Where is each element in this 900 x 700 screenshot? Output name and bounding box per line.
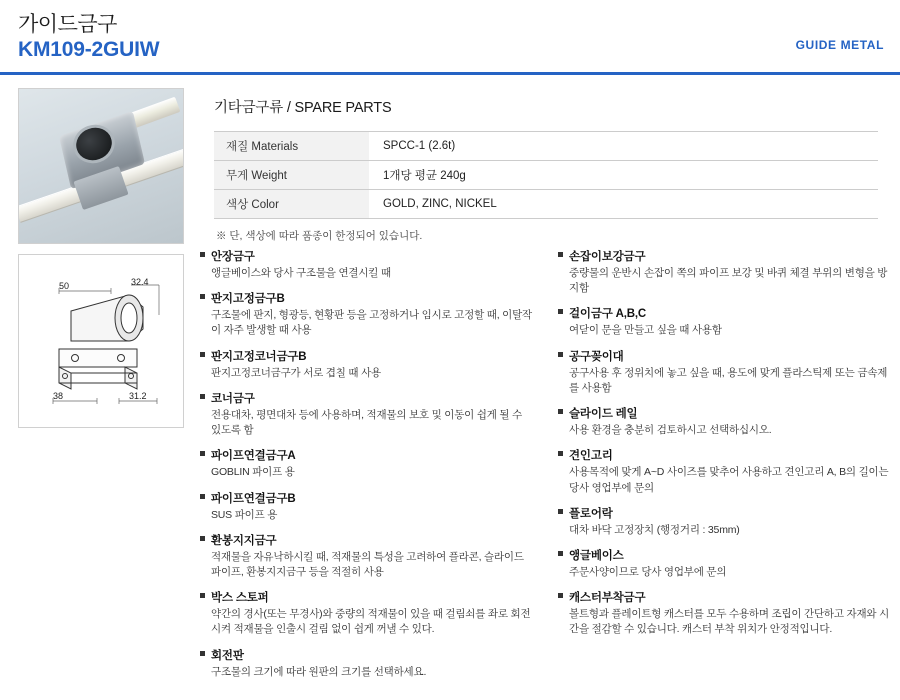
page-title: 가이드금구: [18, 13, 117, 36]
part-description: 중량물의 운반시 손잡이 쪽의 파이프 보강 및 바퀴 체결 부위의 변형을 방지함: [569, 267, 888, 295]
part-description: 여닫이 문을 만들고 싶을 때 사용함: [569, 324, 722, 337]
spec-note: ※ 단, 색상에 따라 품종이 한정되어 있습니다.: [216, 230, 423, 242]
list-item: [558, 348, 890, 396]
spec-key: 재질 Materials: [214, 132, 369, 161]
product-code: KM109-2GUIW: [18, 38, 160, 61]
parts-list: [200, 248, 890, 689]
drawing-svg: [19, 255, 183, 427]
list-item: [200, 290, 532, 338]
part-name: 플로어락: [558, 505, 890, 521]
product-photo: [18, 88, 184, 244]
part-description: 적재물을 자유낙하시킬 때, 적재물의 특성을 고려하여 플라콘, 슬라이드 파이프, 환봉지지금구 등을 적절히 사용: [211, 550, 524, 578]
part-description: 주문사양이므로 당사 영업부에 문의: [569, 565, 727, 578]
list-item: [558, 589, 890, 637]
parts-column-right: [558, 248, 890, 689]
part-name: 슬라이드 레일: [558, 405, 890, 421]
dimension-bottom-left: 38: [53, 391, 64, 401]
part-name: 안장금구: [200, 248, 532, 264]
list-item: [200, 647, 532, 680]
part-name: 손잡이보강금구: [558, 248, 890, 264]
table-row: [214, 190, 878, 219]
section-title: 기타금구류 / SPARE PARTS: [214, 100, 392, 116]
dimension-top-left: 50: [59, 281, 70, 291]
spec-key: 색상 Color: [214, 190, 369, 219]
part-name: 판지고정금구B: [200, 290, 532, 306]
part-description: 판지고정코너금구가 서로 겹칠 때 사용: [211, 366, 381, 379]
part-description: 대차 바닥 고정장치 (행정거리 : 35mm): [569, 523, 740, 536]
header-divider: [0, 72, 900, 75]
table-row: [214, 132, 878, 161]
list-item: [558, 505, 890, 538]
list-item: [558, 547, 890, 580]
part-name: 파이프연결금구A: [200, 447, 532, 463]
spec-key: 무게 Weight: [214, 161, 369, 190]
part-description: 사용목적에 맞게 A~D 사이즈를 맞추어 사용하고 견인고리 A, B의 길이는 당사 영업부에 문의: [569, 466, 889, 494]
list-item: [200, 348, 532, 381]
part-description: 구조물의 크기에 따라 원판의 크기를 선택하세요.: [211, 665, 427, 678]
dimension-top-right: 32.4: [131, 277, 149, 287]
part-name: 걸이금구 A,B,C: [558, 305, 890, 321]
part-description: 구조물에 판지, 형광등, 현황판 등을 고정하거나 임시로 고정할 때, 이탈작이 자주 발생할 때 사용: [211, 309, 532, 337]
table-row: [214, 161, 878, 190]
left-column: [18, 88, 184, 428]
list-item: [200, 589, 532, 637]
part-name: 공구꽂이대: [558, 348, 890, 364]
main-content: [200, 88, 884, 243]
list-item: [200, 390, 532, 438]
part-description: GOBLIN 파이프 용: [211, 466, 295, 479]
parts-column-left: [200, 248, 532, 689]
part-name: 회전판: [200, 647, 532, 663]
part-description: 전용대차, 평면대차 등에 사용하며, 적재물의 보호 및 이동이 쉽게 될 수 있도록 함: [211, 408, 523, 437]
part-name: 코너금구: [200, 390, 532, 406]
part-description: 공구사용 후 정위치에 놓고 싶을 때, 용도에 맞게 플라스틱제 또는 금속제를 사용함: [569, 366, 888, 394]
list-item: [558, 405, 890, 438]
list-item: [200, 248, 532, 281]
spec-table: [214, 131, 878, 219]
part-description: 볼트형과 플레이트형 캐스터를 모두 수용하며 조립이 간단하고 자재와 시간을 절감할 수 있습니다. 캐스터 부착 위치가 안정적입니다.: [569, 608, 890, 636]
header-category-label: GUIDE METAL: [795, 38, 884, 52]
part-name: 환봉지지금구: [200, 532, 532, 548]
part-name: 박스 스토퍼: [200, 589, 532, 605]
list-item: [200, 447, 532, 480]
part-name: 판지고정코너금구B: [200, 348, 532, 364]
part-name: 앵글베이스: [558, 547, 890, 563]
dimension-bottom-right: 31.2: [129, 391, 147, 401]
part-name: 캐스터부착금구: [558, 589, 890, 605]
part-name: 파이프연결금구B: [200, 490, 532, 506]
part-description: SUS 파이프 용: [211, 508, 278, 521]
list-item: [558, 305, 890, 338]
dimension-drawing: [18, 254, 184, 428]
list-item: [558, 248, 890, 296]
part-description: 사용 환경을 충분히 검토하시고 선택하십시오.: [569, 424, 772, 437]
page-header: [0, 0, 900, 72]
part-description: 약간의 경사(또는 무경사)와 중량의 적재물이 있을 때 걸림쇠를 좌로 회전시켜 적재물을 인출시 걸림 없이 쉽게 꺼낼 수 있다.: [211, 608, 531, 636]
spec-value: GOLD, ZINC, NICKEL: [369, 190, 878, 219]
list-item: [200, 490, 532, 523]
list-item: [558, 447, 890, 495]
spec-value: SPCC-1 (2.6t): [369, 132, 878, 161]
list-item: [200, 532, 532, 580]
part-name: 견인고리: [558, 447, 890, 463]
part-description: 앵글베이스와 당사 구조물을 연결시킬 때: [211, 267, 391, 279]
spec-value: 1개당 평균 240g: [369, 161, 878, 190]
